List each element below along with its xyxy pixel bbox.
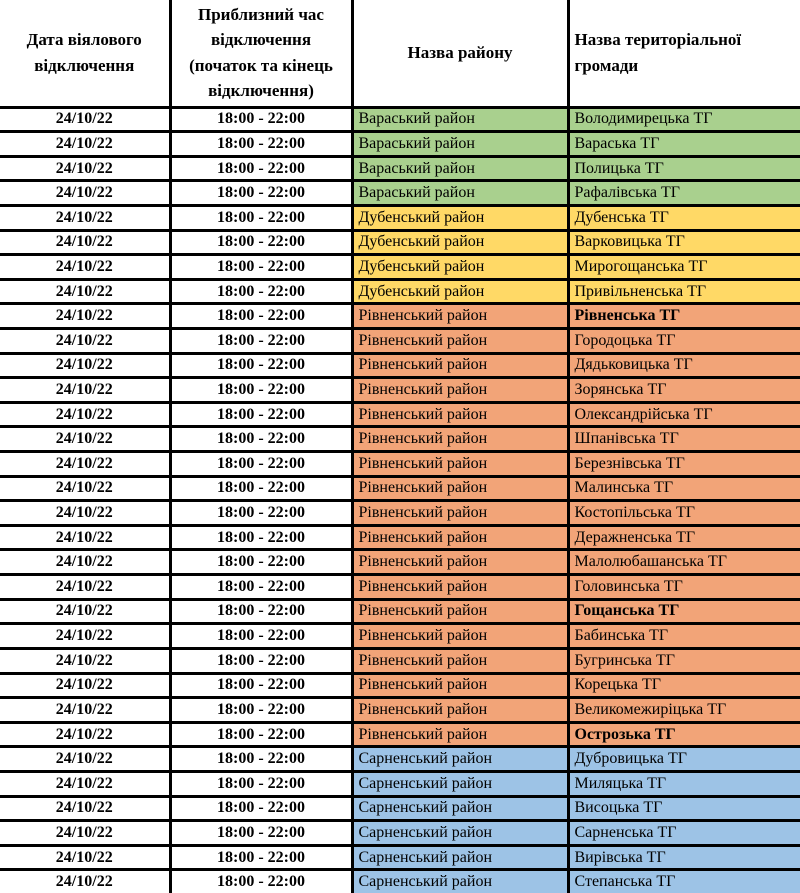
community-cell: Миляцька ТГ	[568, 771, 800, 796]
table-row	[0, 747, 800, 772]
date-cell: 24/10/22	[0, 698, 170, 723]
district-cell: Сарненський район	[352, 821, 568, 846]
district-cell: Дубенський район	[352, 205, 568, 230]
time-cell: 18:00 - 22:00	[170, 107, 352, 132]
community-cell: Шпанівська ТГ	[568, 427, 800, 452]
time-cell: 18:00 - 22:00	[170, 698, 352, 723]
date-cell: 24/10/22	[0, 230, 170, 255]
table-row	[0, 673, 800, 698]
date-cell: 24/10/22	[0, 747, 170, 772]
table-row	[0, 575, 800, 600]
time-cell: 18:00 - 22:00	[170, 845, 352, 870]
date-cell: 24/10/22	[0, 402, 170, 427]
time-cell: 18:00 - 22:00	[170, 550, 352, 575]
date-cell: 24/10/22	[0, 796, 170, 821]
table-row	[0, 476, 800, 501]
table-row	[0, 501, 800, 526]
district-cell: Рівненський район	[352, 501, 568, 526]
time-cell: 18:00 - 22:00	[170, 279, 352, 304]
community-cell: Костопільська ТГ	[568, 501, 800, 526]
time-cell: 18:00 - 22:00	[170, 205, 352, 230]
time-cell: 18:00 - 22:00	[170, 624, 352, 649]
community-cell: Вирівська ТГ	[568, 845, 800, 870]
district-cell: Сарненський район	[352, 747, 568, 772]
date-cell: 24/10/22	[0, 205, 170, 230]
district-cell: Вараський район	[352, 107, 568, 132]
district-cell: Рівненський район	[352, 575, 568, 600]
date-cell: 24/10/22	[0, 870, 170, 893]
community-cell: Городоцька ТГ	[568, 328, 800, 353]
community-cell: Головинська ТГ	[568, 575, 800, 600]
district-cell: Рівненський район	[352, 698, 568, 723]
community-cell: Бабинська ТГ	[568, 624, 800, 649]
time-cell: 18:00 - 22:00	[170, 427, 352, 452]
table-row	[0, 427, 800, 452]
date-cell: 24/10/22	[0, 599, 170, 624]
date-cell: 24/10/22	[0, 821, 170, 846]
time-cell: 18:00 - 22:00	[170, 722, 352, 747]
district-cell: Рівненський район	[352, 525, 568, 550]
table-row	[0, 402, 800, 427]
table-body	[0, 107, 800, 893]
table-row	[0, 181, 800, 206]
time-cell: 18:00 - 22:00	[170, 230, 352, 255]
table-row	[0, 648, 800, 673]
date-cell: 24/10/22	[0, 328, 170, 353]
table-row	[0, 230, 800, 255]
community-cell: Корецька ТГ	[568, 673, 800, 698]
date-cell: 24/10/22	[0, 107, 170, 132]
community-cell: Сарненська ТГ	[568, 821, 800, 846]
time-cell: 18:00 - 22:00	[170, 304, 352, 329]
district-cell: Рівненський район	[352, 452, 568, 477]
time-cell: 18:00 - 22:00	[170, 353, 352, 378]
community-cell: Мирогощанська ТГ	[568, 255, 800, 280]
district-cell: Дубенський район	[352, 230, 568, 255]
time-cell: 18:00 - 22:00	[170, 821, 352, 846]
header-cell-community: Назва територіальної громади	[568, 0, 800, 107]
date-cell: 24/10/22	[0, 550, 170, 575]
district-cell: Рівненський район	[352, 722, 568, 747]
community-cell: Великомежиріцька ТГ	[568, 698, 800, 723]
table-row	[0, 821, 800, 846]
district-cell: Сарненський район	[352, 771, 568, 796]
community-cell: Острозька ТГ	[568, 722, 800, 747]
table-row	[0, 624, 800, 649]
table-row	[0, 255, 800, 280]
table-row	[0, 205, 800, 230]
table-row	[0, 599, 800, 624]
district-cell: Рівненський район	[352, 550, 568, 575]
time-cell: 18:00 - 22:00	[170, 132, 352, 157]
date-cell: 24/10/22	[0, 501, 170, 526]
community-cell: Вараська ТГ	[568, 132, 800, 157]
community-cell: Рівненська ТГ	[568, 304, 800, 329]
time-cell: 18:00 - 22:00	[170, 525, 352, 550]
table-row	[0, 353, 800, 378]
time-cell: 18:00 - 22:00	[170, 501, 352, 526]
time-cell: 18:00 - 22:00	[170, 599, 352, 624]
community-cell: Деражненська ТГ	[568, 525, 800, 550]
district-cell: Дубенський район	[352, 279, 568, 304]
table-row	[0, 525, 800, 550]
table-header	[0, 0, 800, 107]
date-cell: 24/10/22	[0, 378, 170, 403]
time-cell: 18:00 - 22:00	[170, 181, 352, 206]
district-cell: Рівненський район	[352, 427, 568, 452]
time-cell: 18:00 - 22:00	[170, 673, 352, 698]
time-cell: 18:00 - 22:00	[170, 156, 352, 181]
date-cell: 24/10/22	[0, 304, 170, 329]
table-row	[0, 550, 800, 575]
district-cell: Рівненський район	[352, 353, 568, 378]
time-cell: 18:00 - 22:00	[170, 771, 352, 796]
date-cell: 24/10/22	[0, 525, 170, 550]
community-cell: Бугринська ТГ	[568, 648, 800, 673]
time-cell: 18:00 - 22:00	[170, 328, 352, 353]
table-row	[0, 698, 800, 723]
community-cell: Гощанська ТГ	[568, 599, 800, 624]
community-cell: Варковицька ТГ	[568, 230, 800, 255]
time-cell: 18:00 - 22:00	[170, 476, 352, 501]
time-cell: 18:00 - 22:00	[170, 747, 352, 772]
community-cell: Дубенська ТГ	[568, 205, 800, 230]
district-cell: Рівненський район	[352, 476, 568, 501]
table-row	[0, 378, 800, 403]
date-cell: 24/10/22	[0, 624, 170, 649]
district-cell: Вараський район	[352, 181, 568, 206]
table-row	[0, 722, 800, 747]
community-cell: Зорянська ТГ	[568, 378, 800, 403]
table-row	[0, 132, 800, 157]
time-cell: 18:00 - 22:00	[170, 378, 352, 403]
community-cell: Дядьковицька ТГ	[568, 353, 800, 378]
community-cell: Березнівська ТГ	[568, 452, 800, 477]
community-cell: Олександрійська ТГ	[568, 402, 800, 427]
header-cell-date: Дата віялового відключення	[0, 0, 170, 107]
time-cell: 18:00 - 22:00	[170, 648, 352, 673]
date-cell: 24/10/22	[0, 845, 170, 870]
district-cell: Рівненський район	[352, 402, 568, 427]
table-row	[0, 107, 800, 132]
district-cell: Вараський район	[352, 156, 568, 181]
table-row	[0, 771, 800, 796]
date-cell: 24/10/22	[0, 452, 170, 477]
date-cell: 24/10/22	[0, 255, 170, 280]
community-cell: Малолюбашанська ТГ	[568, 550, 800, 575]
table-row	[0, 845, 800, 870]
date-cell: 24/10/22	[0, 648, 170, 673]
table-row	[0, 796, 800, 821]
community-cell: Привільненська ТГ	[568, 279, 800, 304]
time-cell: 18:00 - 22:00	[170, 796, 352, 821]
header-cell-time: Приблизний час відключення (початок та кінець відключення)	[170, 0, 352, 107]
community-cell: Володимирецька ТГ	[568, 107, 800, 132]
time-cell: 18:00 - 22:00	[170, 870, 352, 893]
date-cell: 24/10/22	[0, 353, 170, 378]
date-cell: 24/10/22	[0, 673, 170, 698]
community-cell: Полицька ТГ	[568, 156, 800, 181]
district-cell: Сарненський район	[352, 796, 568, 821]
district-cell: Рівненський район	[352, 304, 568, 329]
date-cell: 24/10/22	[0, 771, 170, 796]
district-cell: Дубенський район	[352, 255, 568, 280]
date-cell: 24/10/22	[0, 575, 170, 600]
community-cell: Дубровицька ТГ	[568, 747, 800, 772]
header-cell-district: Назва району	[352, 0, 568, 107]
date-cell: 24/10/22	[0, 181, 170, 206]
date-cell: 24/10/22	[0, 722, 170, 747]
table-row	[0, 279, 800, 304]
district-cell: Рівненський район	[352, 328, 568, 353]
table-row	[0, 304, 800, 329]
time-cell: 18:00 - 22:00	[170, 255, 352, 280]
district-cell: Рівненський район	[352, 624, 568, 649]
date-cell: 24/10/22	[0, 279, 170, 304]
date-cell: 24/10/22	[0, 476, 170, 501]
community-cell: Степанська ТГ	[568, 870, 800, 893]
date-cell: 24/10/22	[0, 132, 170, 157]
table-row	[0, 156, 800, 181]
district-cell: Рівненський район	[352, 599, 568, 624]
date-cell: 24/10/22	[0, 427, 170, 452]
table-row	[0, 870, 800, 893]
time-cell: 18:00 - 22:00	[170, 575, 352, 600]
community-cell: Висоцька ТГ	[568, 796, 800, 821]
community-cell: Рафалівська ТГ	[568, 181, 800, 206]
table-row	[0, 452, 800, 477]
time-cell: 18:00 - 22:00	[170, 402, 352, 427]
district-cell: Рівненський район	[352, 648, 568, 673]
community-cell: Малинська ТГ	[568, 476, 800, 501]
time-cell: 18:00 - 22:00	[170, 452, 352, 477]
district-cell: Вараський район	[352, 132, 568, 157]
date-cell: 24/10/22	[0, 156, 170, 181]
district-cell: Рівненський район	[352, 673, 568, 698]
header-row	[0, 0, 800, 107]
table-row	[0, 328, 800, 353]
district-cell: Сарненський район	[352, 870, 568, 893]
district-cell: Сарненський район	[352, 845, 568, 870]
district-cell: Рівненський район	[352, 378, 568, 403]
